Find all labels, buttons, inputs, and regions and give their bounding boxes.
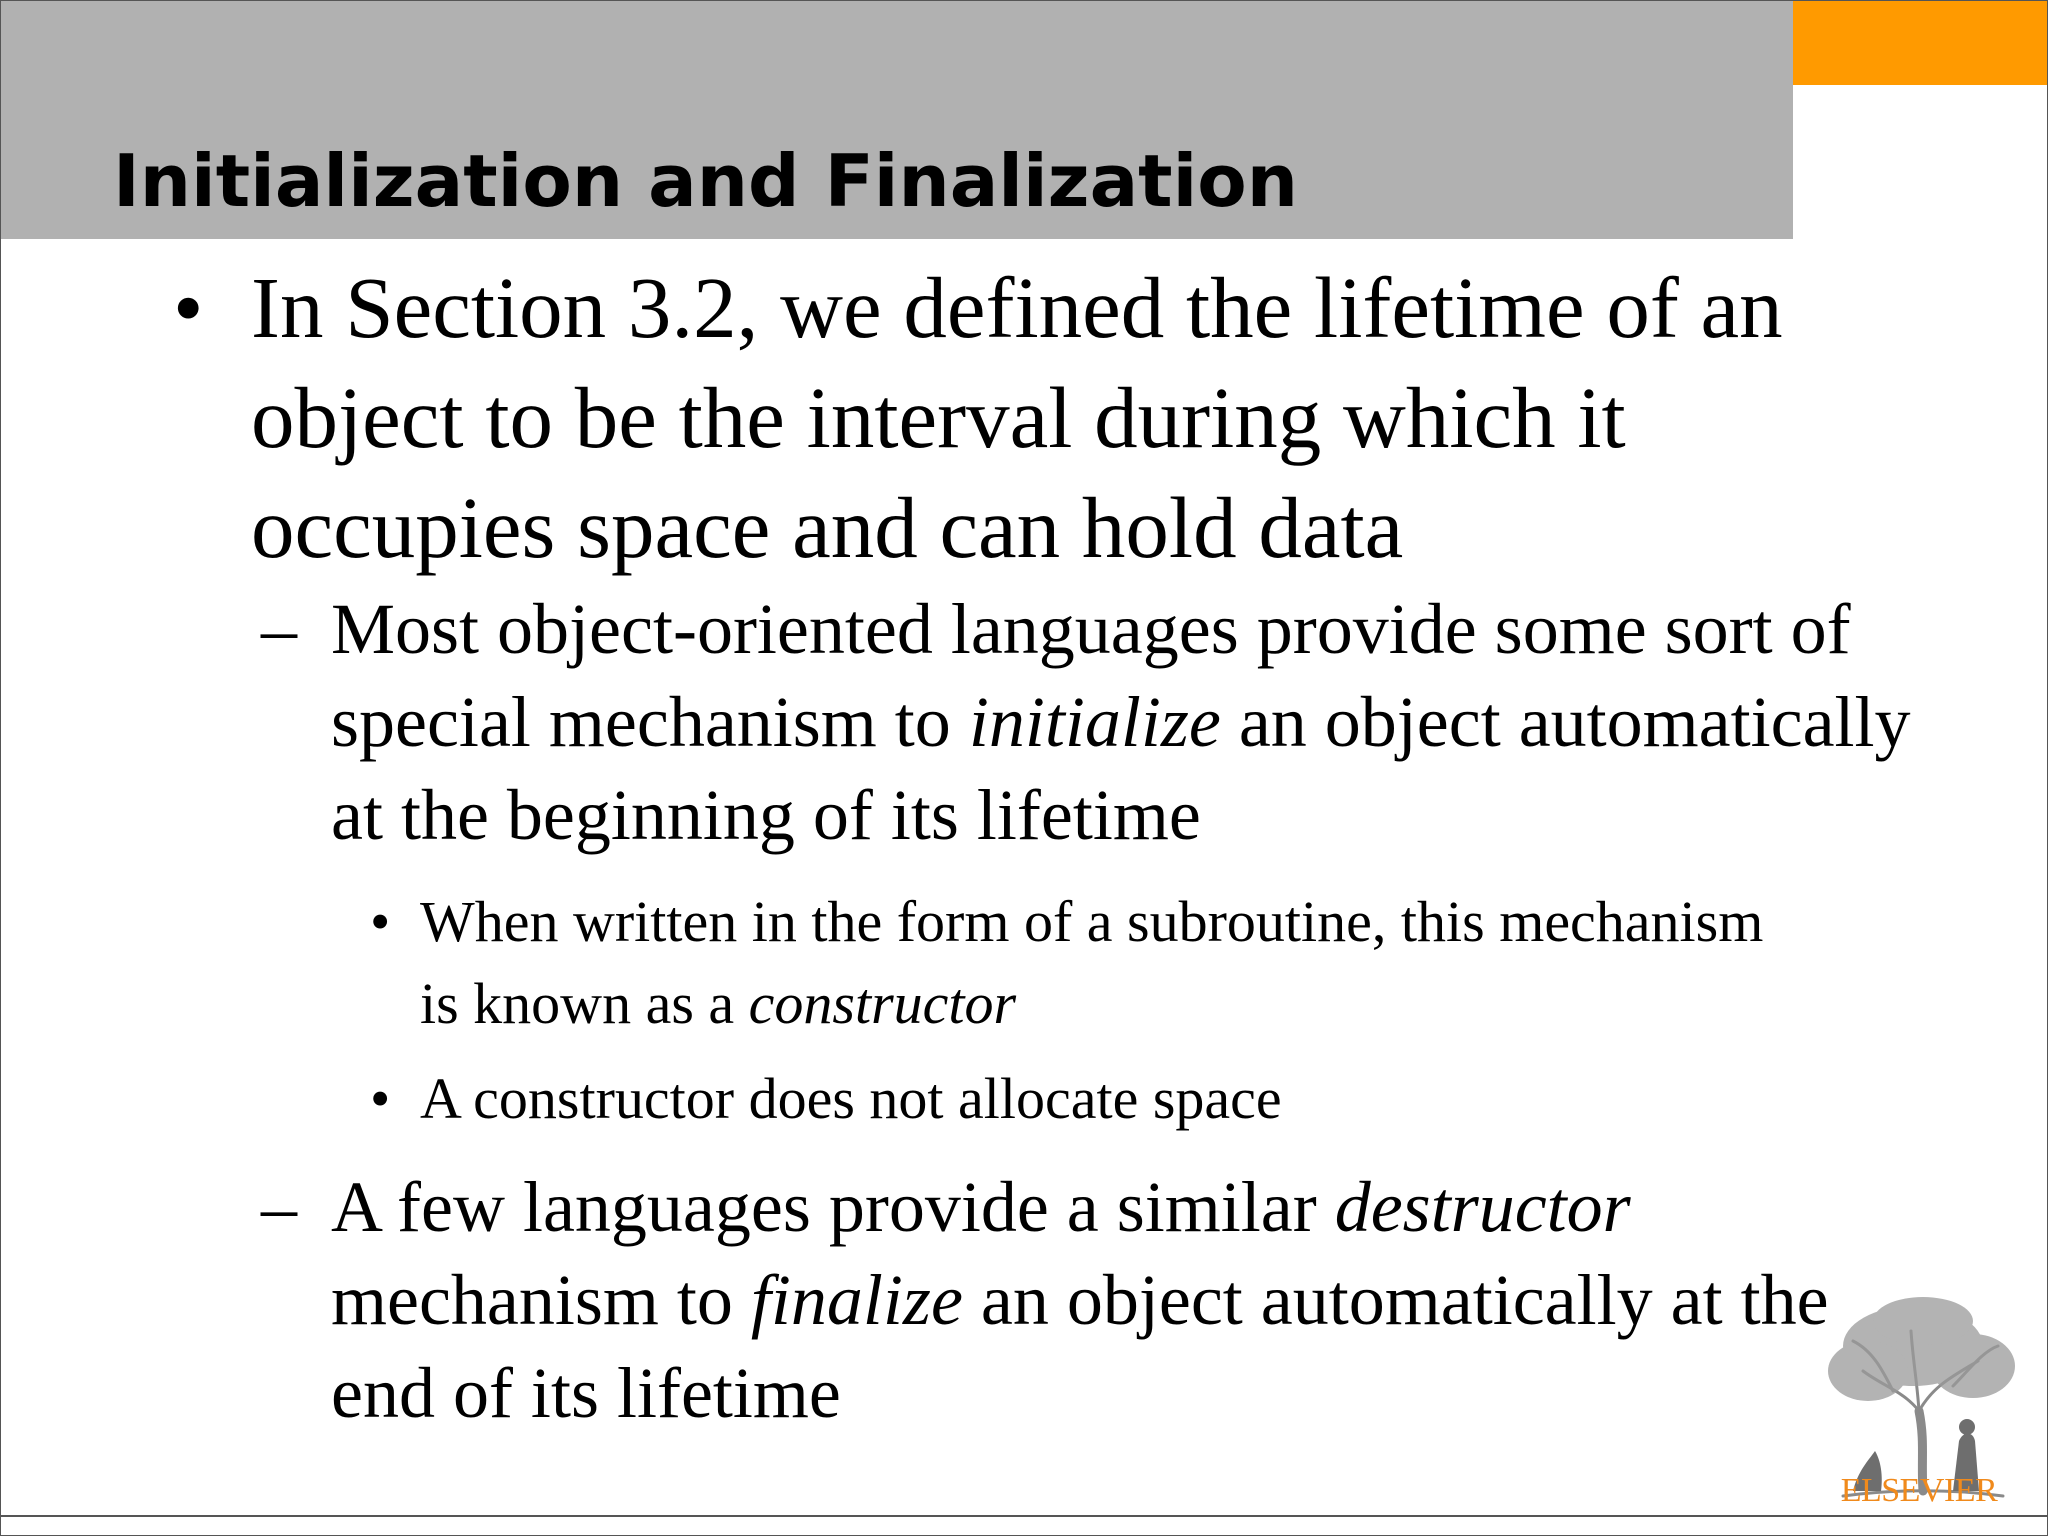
bullet-1	[173, 253, 1891, 583]
bullet-text-part: When written in the form of a subroutine, this mechanism is known as a	[420, 889, 1764, 1036]
dash-marker: –	[261, 1167, 297, 1247]
bullet-text-part: an object automatically at the end of its lifetime	[331, 1260, 1829, 1433]
slide-title: Initialization and Finalization	[113, 139, 1298, 223]
bullet-text-part: Most object-oriented languages provide some sort of special mechanism to	[331, 589, 1851, 762]
elsevier-logo-text: ELSEVIER	[1840, 1472, 1998, 1509]
bullet-text-part: mechanism to	[331, 1260, 751, 1340]
term-finalize: finalize	[750, 1260, 963, 1340]
term-destructor: destructor	[1334, 1167, 1631, 1247]
bullet-text-part: A few languages provide a similar	[331, 1167, 1335, 1247]
bullet-text-part: an object automatically at the beginning of its lifetime	[331, 682, 1911, 855]
bullet-marker: •	[370, 889, 391, 954]
dash-marker: –	[261, 589, 297, 669]
bullet-text: In Section 3.2, we defined the lifetime of an object to be the interval during which it occupies space and can hold data	[251, 259, 1783, 576]
bottom-rule	[1, 1515, 2048, 1517]
bullet-text: A constructor does not allocate space	[420, 1066, 1282, 1131]
bullet-1-1	[261, 583, 1911, 862]
accent-box	[1793, 1, 2048, 85]
term-constructor: constructor	[748, 971, 1017, 1036]
bullet-marker: •	[370, 1066, 391, 1131]
bullet-1-2	[261, 1161, 1911, 1440]
bullet-1-1-1	[370, 881, 1800, 1045]
bullet-marker: •	[173, 259, 204, 356]
term-initialize: initialize	[968, 682, 1221, 762]
bullet-1-1-2	[370, 1058, 1800, 1140]
